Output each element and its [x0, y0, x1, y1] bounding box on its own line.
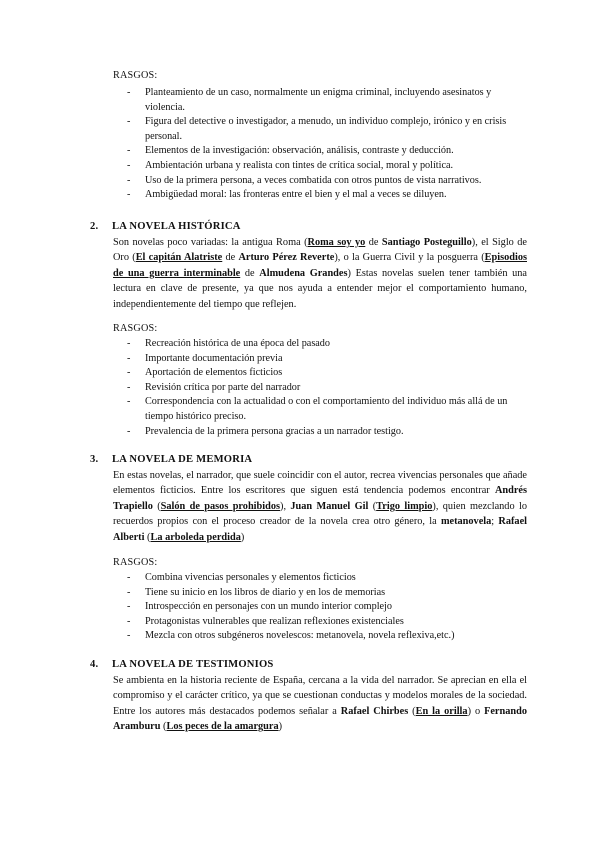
list-item: - Importante documentación previa — [127, 352, 283, 364]
rasgos-list-2 — [113, 337, 531, 439]
rasgos-label-2: RASGOS: — [113, 323, 158, 334]
list-item: - Recreación histórica de una época del pasado — [127, 338, 330, 349]
list-item: - Ambientación urbana y realista con tintes de crítica social, moral y política. — [127, 159, 454, 171]
section-heading-2: 2. LA NOVELA HISTÓRICA — [90, 221, 241, 232]
list-item: - Elementos de la investigación: observación, análisis, contraste y deducción. — [127, 145, 454, 157]
section-paragraph-3: En estas novelas, el narrador, que suele coincidir con el autor, recrea vivencias personales que añade elementos ficticios. Entre los escritores que siguen está tendencia podemos encontrar Andrés Trapiello (Salón de pasos prohibidos), Juan Manuel Gil (Trigo limpio), quien mezclando lo recuerdos propios con el proceso creador de la novela crea otro género, la metanovela; Rafael Alberti (La arboleda perdida) — [113, 470, 528, 543]
rasgos-list-3 — [113, 571, 533, 644]
list-item: - Correspondencia con la actualidad o con el comportamiento del individuo más allá de un tiempo histórico preciso. — [127, 396, 508, 422]
list-item: - Mezcla con otros subgéneros novelescos: metanovela, novela reflexiva,etc.) — [127, 630, 455, 642]
rasgos-label-3: RASGOS: — [113, 557, 158, 568]
list-item: - Combina vivencias personales y elementos ficticios — [127, 572, 356, 583]
list-item: - Uso de la primera persona, a veces combatida con otros puntos de vista narrativos. — [127, 174, 482, 186]
list-item: - Planteamiento de un caso, normalmente un enigma criminal, incluyendo asesinatos y violencia. — [127, 87, 492, 113]
list-item: - Revisión crítica por parte del narrador — [127, 381, 301, 393]
section-heading-4: 4. LA NOVELA DE TESTIMONIOS — [90, 659, 274, 670]
list-item: - Aportación de elementos ficticios — [127, 367, 283, 379]
section-paragraph-2: Son novelas poco variadas: la antigua Roma (Roma soy yo de Santiago Posteguillo), el Siglo de Oro (El capitán Alatriste de Arturo Pérez Reverte), o la Guerra Civil y la posguerra (Episodios de una guerra interminable de Almudena Grandes) Estas novelas suelen tener también una lectura en clave de presente, ya que nos ayuda a entender mejor el comportamiento humano, independientemente del tiempo que reflejen. — [113, 237, 528, 310]
section-heading-3: 3. LA NOVELA DE MEMORIA — [90, 454, 253, 465]
list-item: - Ambigüedad moral: las fronteras entre el bien y el mal a veces se diluyen. — [127, 189, 447, 201]
list-item: - Introspección en personajes con un mundo interior complejo — [127, 601, 392, 613]
rasgos-label-1: RASGOS: — [113, 70, 158, 81]
rasgos-list-1 — [113, 86, 533, 203]
list-item: - Figura del detective o investigador, a menudo, un individuo complejo, irónico y en crisis personal. — [127, 116, 507, 142]
list-item: - Prevalencia de la primera persona gracias a un narrador testigo. — [127, 425, 404, 437]
list-item: - Tiene su inicio en los libros de diario y en los de memorias — [127, 586, 386, 598]
list-item: - Protagonistas vulnerables que realizan reflexiones existenciales — [127, 615, 404, 627]
section-paragraph-4: Se ambienta en la historia reciente de España, cercana a la vida del narrador. Se aprecian en ella el compromiso y el carácter crítico, ya que se cuestionan conductas y modelos morales de la sociedad. Entre los autores más destacados podemos señalar a Rafael Chirbes (En la orilla) o Fernando Aramburu (Los peces de la amargura) — [113, 675, 527, 733]
